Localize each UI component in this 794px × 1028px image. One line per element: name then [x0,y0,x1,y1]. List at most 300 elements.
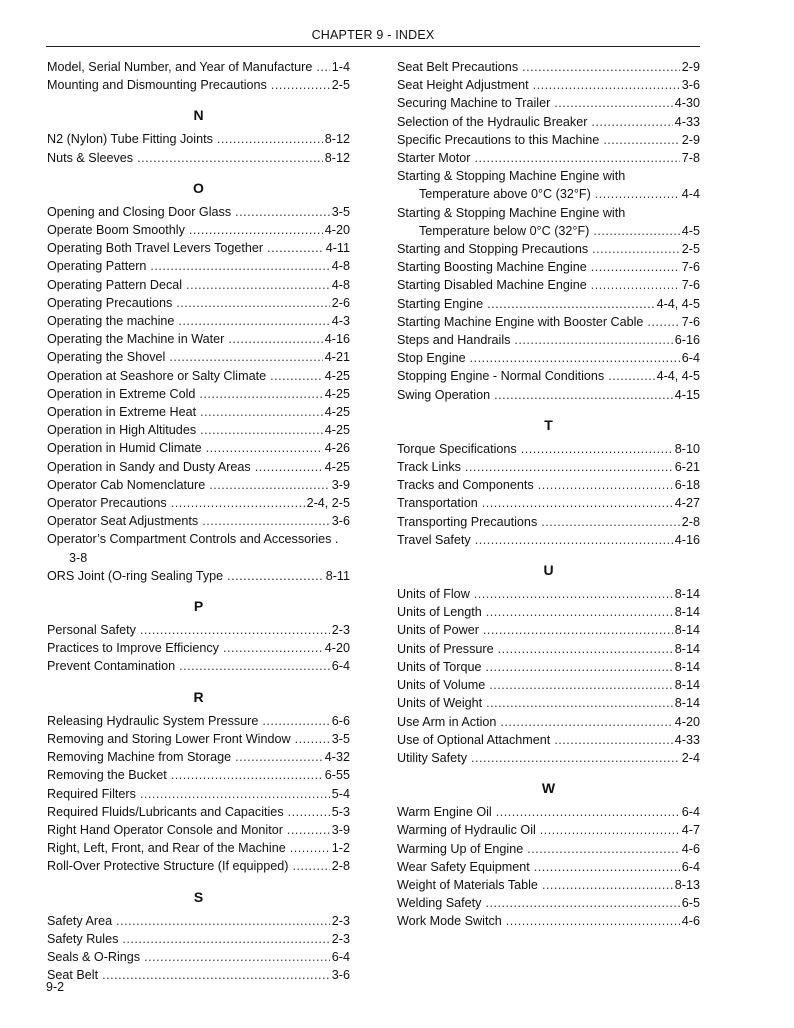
entry-title: Use of Optional Attachment [397,732,551,747]
index-entry [47,766,350,784]
entry-title-line2: Temperature below 0°C (32°F) [419,223,590,238]
entry-page: 4-16 [324,332,350,347]
index-entry [397,458,700,476]
dot-leader [271,76,330,94]
entry-page: 2-6 [331,295,350,310]
dot-leader [116,912,330,930]
entry-title: Removing the Bucket [47,768,167,783]
entry-title: Starter Motor [397,151,471,166]
dot-leader [593,222,679,240]
index-entry [397,240,700,258]
dot-leader [506,912,680,930]
entry-page: 3-5 [331,204,350,219]
dot-leader [483,621,673,639]
page-number: 9-2 [46,980,65,994]
entry-title: Operation in Extreme Cold [47,386,196,401]
entry-page: 7-8 [681,151,700,166]
index-entry [47,948,350,966]
index-entry [397,513,700,531]
entry-title: Units of Length [397,605,482,620]
section-letter: U [543,562,554,579]
dot-leader [209,476,330,494]
entry-title: Roll-Over Protective Structure (If equipped) [47,859,289,874]
dot-leader [486,603,673,621]
dot-leader [270,367,323,385]
index-entry [397,494,700,512]
entry-page: 4-5 [681,223,700,238]
dot-leader [527,840,680,858]
entry-page: 7-6 [681,278,700,293]
entry-page: 5-4 [331,786,350,801]
entry-page: 4-15 [674,387,700,402]
index-entry [47,149,350,167]
dot-leader [262,712,329,730]
entry-page: 2-8 [681,514,700,529]
dot-leader [471,749,680,767]
entry-page: 3-5 [331,731,350,746]
dot-leader [592,240,680,258]
entry-page: 8-12 [324,150,350,165]
index-entry [47,403,350,421]
entry-title: Starting Boosting Machine Engine [397,260,587,275]
index-entry [397,621,700,639]
dot-leader [171,494,305,512]
index-entry [397,894,700,912]
entry-title: Mounting and Dismounting Precautions [47,78,267,93]
entry-title: Releasing Hydraulic System Pressure [47,713,259,728]
index-column-left [47,58,350,984]
index-entry [397,331,700,349]
entry-page: 4-25 [324,405,350,420]
dot-leader [199,385,322,403]
index-entry [47,512,350,530]
entry-title: Stopping Engine - Normal Conditions [397,369,605,384]
dot-leader [485,894,679,912]
dot-leader [189,221,323,239]
entry-title: Right, Left, Front, and Rear of the Machine [47,841,286,856]
index-entry [47,930,350,948]
dot-leader [534,858,680,876]
entry-page: 8-13 [674,877,700,892]
dot-leader [206,439,323,457]
dot-leader [235,748,323,766]
entry-page: 7-6 [681,260,700,275]
dot-leader [235,203,330,221]
entry-page: 6-55 [324,768,350,783]
entry-page: 4-25 [324,386,350,401]
entry-page: 8-14 [674,659,700,674]
entry-title: Seat Height Adjustment [397,78,529,93]
dot-leader [496,803,680,821]
section-letter: S [193,888,204,905]
entry-page: 2-9 [681,60,700,74]
entry-title: Operator Seat Adjustments [47,514,199,529]
entry-page: 3-8 [69,550,88,565]
dot-leader [122,930,329,948]
entry-title: Seat Belt [47,968,99,983]
entry-page: 2-4 [681,750,700,765]
entry-title: Units of Volume [397,678,486,693]
dot-leader [486,694,673,712]
index-entry [47,476,350,494]
entry-page: 4-33 [674,114,700,129]
dot-leader [267,239,324,257]
dot-leader [500,713,672,731]
entry-page: 6-5 [681,896,700,911]
index-entry [47,803,350,821]
entry-title: Transporting Precautions [397,514,538,529]
section-letter: T [544,416,553,433]
entry-page: 6-4 [331,659,350,674]
dot-leader [554,94,672,112]
index-entry [397,58,700,76]
entry-title: Operating the machine [47,314,175,329]
entry-title: Warming Up of Engine [397,841,524,856]
entry-title: Operation in Sandy and Dusty Areas [47,459,251,474]
entry-page: 8-12 [324,132,350,147]
dot-leader [227,567,324,585]
dot-leader [595,185,680,203]
index-entry [47,458,350,476]
dot-leader [474,149,679,167]
entry-title: Starting Engine [397,296,484,311]
entry-title: Prevent Contamination [47,659,176,674]
dot-leader [200,421,323,439]
entry-title: Weight of Materials Table [397,877,538,892]
index-entry [397,94,700,112]
entry-title: Starting Machine Engine with Booster Cable [397,314,644,329]
index-entry [397,131,700,149]
entry-page: 4-20 [324,223,350,238]
entry-page: 6-4 [681,859,700,874]
entry-title: Removing Machine from Storage [47,750,232,765]
entry-page: 2-3 [331,913,350,928]
entry-page: 4-32 [324,750,350,765]
dot-leader [522,58,680,76]
index-entry [47,621,350,639]
entry-page: 2-3 [331,623,350,638]
index-entry [47,857,350,875]
entry-title: Operating Pattern Decal [47,277,183,292]
index-entry [47,712,350,730]
entry-page: 3-6 [331,514,350,529]
entry-title: Welding Safety [397,896,482,911]
dot-leader [591,113,672,131]
dot-leader [178,312,329,330]
index-entry [397,295,700,313]
entry-title: Units of Pressure [397,641,494,656]
index-entry [397,876,700,894]
dot-leader [603,131,679,149]
dot-leader [217,130,323,148]
entry-page: 6-4 [681,805,700,820]
dot-leader [485,658,672,676]
index-entry [397,658,700,676]
entry-page: 4-20 [324,641,350,656]
index-entry [47,821,350,839]
entry-page: 8-11 [325,568,350,583]
entry-page: 4-4, 4-5 [656,296,700,311]
entry-page: 4-25 [324,423,350,438]
entry-page: 4-4 [681,187,700,202]
entry-page: 6-6 [331,713,350,728]
dot-leader [521,440,673,458]
entry-title: Starting Disabled Machine Engine [397,278,587,293]
index-entry [397,640,700,658]
chapter-header: CHAPTER 9 - INDEX [311,28,435,42]
entry-page: 4-20 [674,714,700,729]
dot-leader [140,621,330,639]
entry-page: 4-4, 4-5 [656,369,700,384]
entry-title: Warm Engine Oil [397,805,492,820]
entry-page: 2-5 [331,78,350,93]
index-entry [47,276,350,294]
dot-leader [102,966,330,984]
index-entry [47,966,350,984]
entry-page: 8-14 [674,678,700,693]
dot-leader [171,766,323,784]
dot-leader [228,330,322,348]
header-rule [46,46,700,47]
section-letter: N [193,107,204,124]
entry-page: 8-10 [674,441,700,456]
entry-page: 6-4 [331,949,350,964]
dot-leader [287,821,330,839]
dot-leader [176,294,329,312]
entry-title: Travel Safety [397,532,471,547]
entry-title: Operating Both Travel Levers Together [47,241,264,256]
entry-page: 2-4, 2-5 [306,496,350,511]
index-entry [397,858,700,876]
section-letter: W [541,780,556,797]
index-entry [397,386,700,404]
entry-title-continued [397,185,700,203]
dot-leader [144,948,330,966]
index-entry [47,567,350,585]
entry-title: Tracks and Components [397,478,534,493]
dot-leader [542,876,673,894]
entry-page: 4-33 [674,732,700,747]
entry-page: 4-26 [324,441,350,456]
index-entry [397,603,700,621]
index-entry [397,731,700,749]
index-entry [397,912,700,930]
index-entry [397,749,700,767]
index-entry [47,330,350,348]
entry-title: Selection of the Hydraulic Breaker [397,114,588,129]
entry-title: Operating the Shovel [47,350,166,365]
index-entry [397,204,700,240]
entry-page: 8-14 [674,641,700,656]
index-entry [47,639,350,657]
entry-page: 4-30 [674,96,700,111]
index-entry [47,530,350,566]
dot-leader [288,803,330,821]
dot-leader [465,458,673,476]
entry-title: Securing Machine to Trailer [397,96,551,111]
index-entry [397,76,700,94]
dot-leader [498,640,673,658]
index-entry [397,676,700,694]
entry-title-continued [397,222,700,240]
index-entry [47,239,350,257]
entry-title: Right Hand Operator Console and Monitor [47,822,283,837]
dot-leader [541,513,680,531]
entry-page: 8-14 [674,696,700,711]
dot-leader [489,676,673,694]
entry-page: 2-3 [331,931,350,946]
dot-leader [202,512,330,530]
entry-page: 4-25 [324,368,350,383]
index-entry [47,657,350,675]
section-letter: P [193,598,204,615]
index-entry [47,348,350,366]
dot-leader [316,58,329,76]
index-entry [397,821,700,839]
entry-title: Wear Safety Equipment [397,859,530,874]
entry-title: Safety Area [47,913,113,928]
entry-page: 4-16 [674,532,700,547]
entry-title: Safety Rules [47,931,119,946]
entry-page: 2-5 [681,242,700,257]
entry-title: Model, Serial Number, and Year of Manufacture [47,60,313,74]
entry-page: 3-9 [331,822,350,837]
dot-leader [137,149,323,167]
entry-title: Operation in Extreme Heat [47,405,197,420]
dot-leader [255,458,323,476]
entry-page: 3-6 [681,78,700,93]
entry-title: Units of Weight [397,696,483,711]
entry-title: Specific Precautions to this Machine [397,132,600,147]
entry-page: 1-4 [331,60,350,74]
index-entry [47,785,350,803]
dot-leader [608,367,654,385]
index-entry [47,76,350,94]
dot-leader [169,348,322,366]
section-letter: R [193,688,204,705]
entry-title: Swing Operation [397,387,491,402]
entry-title: N2 (Nylon) Tube Fitting Joints [47,132,213,147]
entry-title: Personal Safety [47,623,136,638]
entry-page: 6-21 [674,460,700,475]
entry-title: Steps and Handrails [397,333,511,348]
index-entry [47,203,350,221]
dot-leader [533,76,680,94]
entry-title: ORS Joint (O-ring Sealing Type [47,568,224,583]
entry-title: Units of Power [397,623,479,638]
entry-page: 8-14 [674,587,700,602]
entry-title: Operator Precautions [47,496,167,511]
entry-page: 4-25 [324,459,350,474]
entry-page: 6-18 [674,478,700,493]
entry-title: Work Mode Switch [397,914,502,929]
entry-title: Units of Flow [397,587,470,602]
entry-page: 3-9 [331,477,350,492]
dot-leader [474,585,673,603]
entry-page: 4-11 [325,241,350,256]
dot-leader [150,257,329,275]
entry-title-line2: Temperature above 0°C (32°F) [419,187,591,202]
index-entry [397,585,700,603]
dot-leader [487,295,654,313]
dot-leader [186,276,330,294]
index-entry [397,476,700,494]
index-entry [397,531,700,549]
entry-title: Units of Torque [397,659,482,674]
entry-page: 2-9 [681,132,700,147]
dot-leader [591,258,680,276]
index-entry [47,912,350,930]
entry-page: 4-6 [681,914,700,929]
entry-page: 6-16 [674,333,700,348]
index-entry [47,748,350,766]
dot-leader [540,821,680,839]
dot-leader [200,403,323,421]
dot-leader [538,476,673,494]
entry-title: Transportation [397,496,478,511]
index-entry [47,58,350,76]
section-letter: O [193,179,204,196]
index-entry [47,730,350,748]
entry-title: Required Fluids/Lubricants and Capacities [47,804,284,819]
entry-title: Operation in Humid Climate [47,441,202,456]
entry-title: Opening and Closing Door Glass [47,204,232,219]
entry-page: 4-21 [324,350,350,365]
entry-page: 6-4 [681,351,700,366]
index-entry [47,221,350,239]
index-entry [47,130,350,148]
index-column-right [397,58,700,931]
index-entry [397,367,700,385]
entry-page: 1-2 [331,841,350,856]
dot-leader [292,857,329,875]
index-entry [397,803,700,821]
index-entry [47,312,350,330]
entry-page: 4-3 [331,314,350,329]
entry-page: 8-14 [674,623,700,638]
entry-page: 8-14 [674,605,700,620]
entry-page: 3-6 [331,968,350,983]
index-entry [397,149,700,167]
entry-page: 5-3 [331,804,350,819]
dot-leader [554,731,672,749]
entry-title: Track Links [397,460,461,475]
entry-title: Operating Pattern [47,259,147,274]
entry-page: 4-8 [331,259,350,274]
entry-title: Starting & Stopping Machine Engine with [397,205,626,220]
index-entry [397,258,700,276]
entry-title: Use Arm in Action [397,714,497,729]
dot-leader [514,331,672,349]
index-entry [47,294,350,312]
dot-leader [647,313,679,331]
index-entry [397,113,700,131]
entry-title: Stop Engine [397,351,466,366]
dot-leader [179,657,330,675]
entry-page: 4-8 [331,277,350,292]
entry-title: Operating the Machine in Water [47,332,225,347]
entry-title: Utility Safety [397,750,467,765]
index-entry [47,421,350,439]
dot-leader [475,531,673,549]
dot-leader [470,349,680,367]
index-entry [47,257,350,275]
index-entry [47,367,350,385]
entry-page: 4-27 [674,496,700,511]
dot-leader [290,839,330,857]
entry-title: Operator Cab Nomenclature [47,477,206,492]
index-entry [47,839,350,857]
